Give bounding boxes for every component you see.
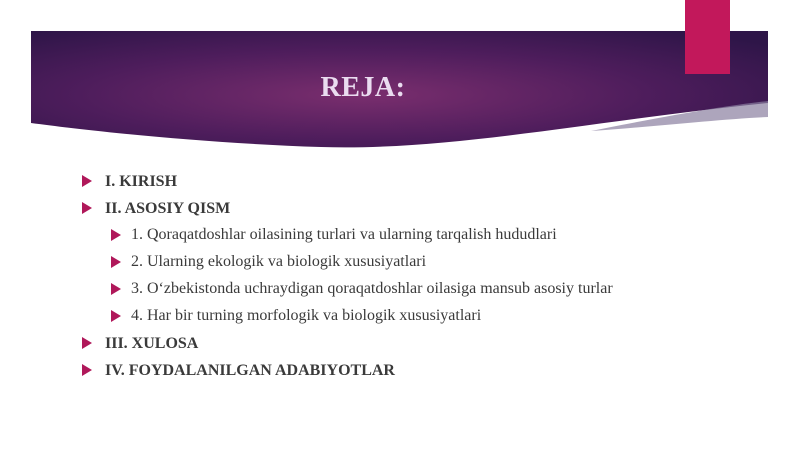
list-item	[82, 199, 682, 219]
list-item-text: II. ASOSIY QISM	[105, 200, 231, 217]
list-item	[82, 361, 682, 381]
accent-tab	[685, 0, 730, 74]
list-item-text: 2. Ularning ekologik va biologik xususiyatlari	[131, 253, 427, 270]
list-item-text: IV. FOYDALANILGAN ADABIYOTLAR	[105, 362, 395, 379]
triangle-bullet-icon	[82, 337, 92, 349]
list-item	[82, 172, 682, 192]
list-item-text: 4. Har bir turning morfologik va biologik xususiyatlari	[131, 307, 482, 324]
list-item-text: 3. O‘zbekistonda uchraydigan qoraqatdoshlar oilasiga mansub asosiy turlar	[131, 280, 613, 297]
list-item	[82, 226, 682, 244]
list-item-text: 1. Qoraqatdoshlar oilasining turlari va ularning tarqalish hududlari	[131, 226, 557, 243]
list-item-text: I. KIRISH	[105, 173, 178, 190]
list-item	[82, 280, 682, 298]
list-item	[82, 307, 682, 325]
outline-list	[82, 172, 682, 388]
triangle-bullet-icon	[111, 283, 121, 295]
triangle-bullet-icon	[82, 175, 92, 187]
triangle-bullet-icon	[82, 364, 92, 376]
list-item-text: III. XULOSA	[105, 335, 199, 352]
list-item	[82, 334, 682, 354]
triangle-bullet-icon	[111, 310, 121, 322]
triangle-bullet-icon	[111, 256, 121, 268]
slide-title: REJA:	[320, 72, 406, 103]
triangle-bullet-icon	[82, 202, 92, 214]
list-item	[82, 253, 682, 271]
triangle-bullet-icon	[111, 229, 121, 241]
